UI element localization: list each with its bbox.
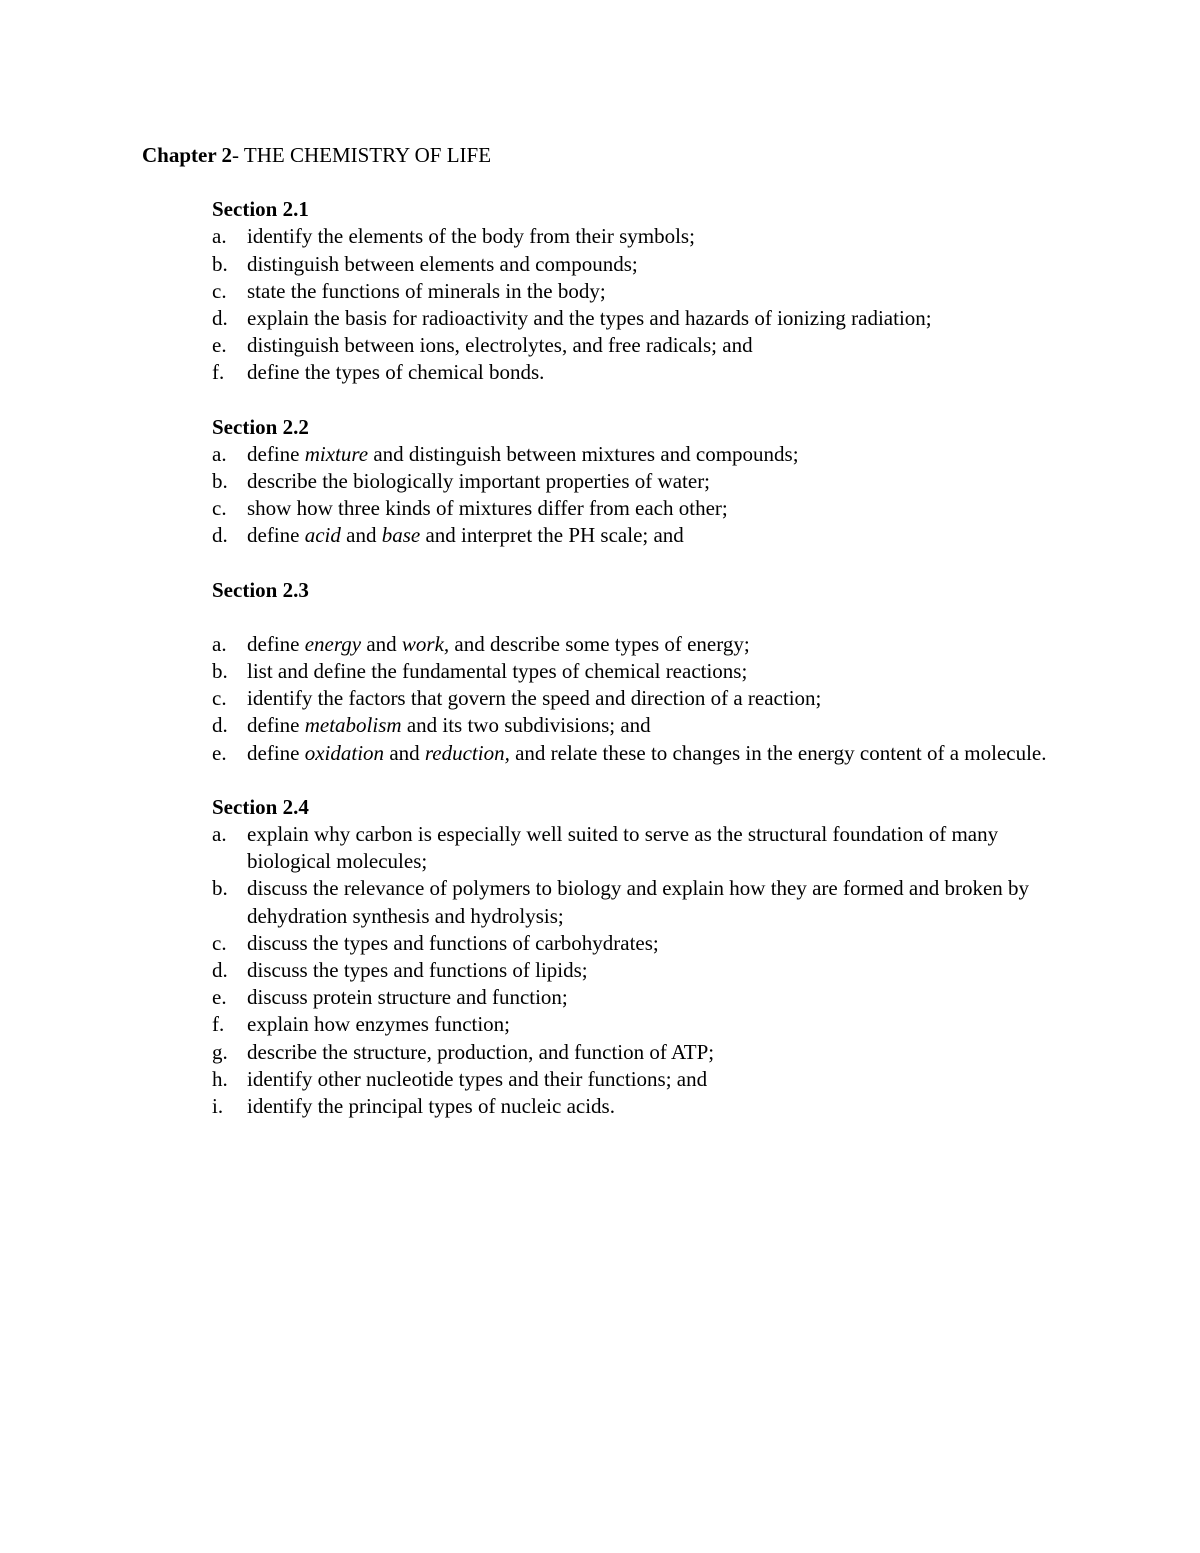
objective-text: [247, 279, 606, 303]
text-run: explain how enzymes function;: [247, 1012, 511, 1037]
objective-item: [212, 332, 1062, 359]
objective-item: [212, 522, 1062, 549]
objective-marker: b.: [212, 469, 228, 494]
objective-item: [212, 1066, 1062, 1093]
text-run: and interpret the PH scale; and: [420, 523, 684, 548]
objective-text: [247, 252, 638, 276]
objective-item: [212, 984, 1062, 1011]
objective-marker: e.: [212, 985, 227, 1010]
section-title: Section 2.3: [212, 577, 309, 602]
objective-marker: f.: [212, 360, 225, 385]
text-run: and describe some types of energy;: [449, 631, 750, 656]
text-run: identify the factors that govern the speed and direction of a reaction;: [247, 686, 822, 711]
objective-item: [212, 1039, 1062, 1066]
objective-text: [247, 958, 588, 982]
text-run: state the functions of minerals in the body;: [247, 278, 606, 303]
objective-item: [212, 305, 1062, 332]
objective-list: [212, 631, 1062, 767]
section-title: Section 2.4: [212, 794, 309, 819]
text-run: define: [247, 713, 305, 738]
objective-text: [247, 985, 568, 1009]
text-run: and: [340, 523, 382, 548]
objective-marker: a.: [212, 441, 227, 466]
text-run: discuss the types and functions of carbohydrates;: [247, 930, 659, 955]
text-run: and relate these to changes in the energy content of a molecule.: [509, 740, 1047, 765]
emphasized-term: base: [381, 523, 421, 548]
section-title: Section 2.1: [212, 197, 309, 222]
objective-item: [212, 658, 1062, 685]
emphasized-term: metabolism: [304, 713, 402, 738]
emphasized-term: energy: [304, 631, 362, 656]
objective-marker: c.: [212, 686, 227, 711]
objective-list: [212, 223, 1062, 386]
text-run: and: [361, 631, 402, 656]
objective-marker: c.: [212, 278, 227, 303]
objective-text: [247, 632, 750, 656]
chapter-title: [142, 142, 1062, 169]
text-run: discuss the types and functions of lipids;: [247, 958, 588, 983]
emphasized-term: work,: [401, 631, 450, 656]
objective-marker: i.: [212, 1094, 224, 1119]
chapter-name: - THE CHEMISTRY OF LIFE: [232, 143, 492, 167]
text-run: distinguish between elements and compounds;: [247, 251, 638, 276]
objective-marker: g.: [212, 1039, 228, 1064]
objective-item: [212, 223, 1062, 250]
text-run: and distinguish between mixtures and compounds;: [368, 441, 799, 466]
section-3: [212, 577, 1062, 767]
text-run: define: [247, 523, 305, 548]
objective-text: [247, 931, 659, 955]
objective-text: [247, 822, 998, 873]
objective-text: [247, 306, 932, 330]
objective-marker: e.: [212, 333, 227, 358]
text-run: and: [384, 740, 425, 765]
objective-text: [247, 442, 799, 466]
text-run: define the types of chemical bonds.: [247, 360, 545, 385]
objective-item: [212, 1011, 1062, 1038]
objective-item: [212, 875, 1062, 929]
objective-item: [212, 631, 1062, 658]
objective-text: [247, 360, 544, 384]
objective-marker: a.: [212, 822, 227, 847]
objective-marker: e.: [212, 740, 227, 765]
objective-text: [247, 659, 747, 683]
objective-item: [212, 468, 1062, 495]
objective-marker: c.: [212, 930, 227, 955]
text-run: describe the structure, production, and function of ATP;: [247, 1039, 715, 1064]
objective-marker: f.: [212, 1012, 225, 1037]
objective-item: [212, 359, 1062, 386]
objective-item: [212, 495, 1062, 522]
objective-text: [247, 1012, 510, 1036]
objective-marker: b.: [212, 659, 228, 684]
objective-item: [212, 251, 1062, 278]
objective-marker: d.: [212, 958, 228, 983]
text-run: and its two subdivisions; and: [401, 713, 651, 738]
objective-text: [247, 224, 695, 248]
emphasized-term: reduction,: [424, 740, 510, 765]
text-run: distinguish between ions, electrolytes, and free radicals; and: [247, 333, 753, 358]
objective-list: [212, 821, 1062, 1120]
objective-text: [247, 741, 1047, 765]
objective-text: [247, 333, 753, 357]
text-run: explain why carbon is especially well suited to serve as the structural foundation of many biological molecules;: [247, 822, 999, 874]
objective-item: [212, 712, 1062, 739]
objective-marker: b.: [212, 251, 228, 276]
text-run: describe the biologically important properties of water;: [247, 469, 711, 494]
objective-item: [212, 821, 1062, 875]
objective-marker: d.: [212, 713, 228, 738]
text-run: discuss the relevance of polymers to biology and explain how they are formed and broken by dehydration synthesis and hydrolysis;: [247, 876, 1030, 928]
objective-list: [212, 441, 1062, 550]
objective-marker: b.: [212, 876, 228, 901]
objective-marker: a.: [212, 631, 227, 656]
text-run: identify other nucleotide types and their functions; and: [247, 1066, 708, 1091]
section-1: [212, 196, 1062, 386]
emphasized-term: mixture: [304, 441, 369, 466]
objective-item: [212, 278, 1062, 305]
emphasized-term: oxidation: [304, 740, 385, 765]
objective-item: [212, 685, 1062, 712]
objective-text: [247, 496, 728, 520]
objective-text: [247, 1067, 707, 1091]
text-run: define: [247, 631, 305, 656]
objective-marker: h.: [212, 1066, 228, 1091]
objective-text: [247, 686, 821, 710]
objective-item: [212, 930, 1062, 957]
objective-text: [247, 469, 710, 493]
section-2: [212, 414, 1062, 550]
section-4: [212, 794, 1062, 1120]
objective-text: [247, 1094, 615, 1118]
text-run: show how three kinds of mixtures differ from each other;: [247, 496, 728, 521]
text-run: discuss protein structure and function;: [247, 985, 568, 1010]
objective-marker: d.: [212, 523, 228, 548]
document-content: [142, 142, 1062, 1147]
objective-text: [247, 713, 651, 737]
text-run: identify the elements of the body from their symbols;: [247, 224, 695, 249]
objective-marker: d.: [212, 306, 228, 331]
objective-text: [247, 1040, 714, 1064]
text-run: define: [247, 441, 305, 466]
text-run: identify the principal types of nucleic acids.: [247, 1094, 615, 1119]
objective-text: [247, 876, 1029, 927]
text-run: list and define the fundamental types of chemical reactions;: [247, 659, 748, 684]
objective-marker: a.: [212, 224, 227, 249]
objective-text: [247, 523, 684, 547]
chapter-number: Chapter 2: [142, 143, 233, 167]
objective-item: [212, 1093, 1062, 1120]
objective-item: [212, 740, 1062, 767]
text-run: define: [247, 740, 305, 765]
section-title: Section 2.2: [212, 414, 309, 439]
objective-item: [212, 441, 1062, 468]
objective-marker: c.: [212, 496, 227, 521]
sections-container: [142, 196, 1062, 1120]
emphasized-term: acid: [304, 523, 341, 548]
text-run: explain the basis for radioactivity and the types and hazards of ionizing radiation;: [247, 306, 932, 331]
objective-item: [212, 957, 1062, 984]
